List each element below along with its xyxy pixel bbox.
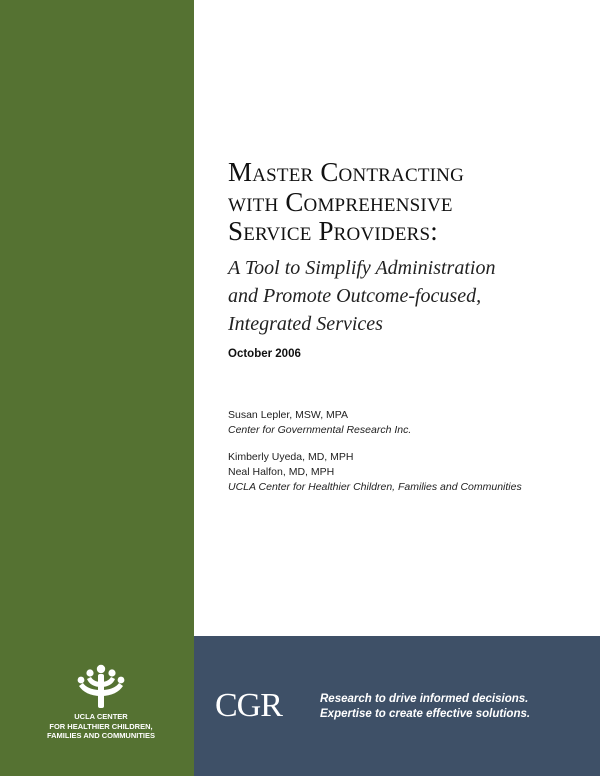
report-subtitle xyxy=(228,254,558,338)
author-name: Susan Lepler, MSW, MPA xyxy=(228,409,349,421)
title-line-3: Service Providers: xyxy=(228,216,438,246)
ucla-line: FAMILIES AND COMMUNITIES xyxy=(46,731,156,740)
cgr-logo: CGR xyxy=(215,687,282,724)
tagline-line: Research to drive informed decisions. xyxy=(320,693,529,705)
author-name: Kimberly Uyeda, MD, MPH xyxy=(228,451,354,463)
title-line-2: with Comprehensive xyxy=(228,186,453,217)
green-sidebar xyxy=(0,0,194,776)
ucla-center-name xyxy=(30,712,172,741)
ucla-line: UCLA CENTER xyxy=(74,712,128,721)
publication-date: October 2006 xyxy=(228,348,301,360)
author-block xyxy=(228,450,588,495)
report-title xyxy=(228,158,558,247)
cgr-tagline xyxy=(320,692,530,722)
author-list xyxy=(228,408,588,507)
subtitle-line-3: Integrated Services xyxy=(228,313,383,335)
subtitle-line-2: and Promote Outcome-focused, xyxy=(228,285,482,307)
people-tree-icon xyxy=(76,664,126,710)
title-line-1: Master Contracting xyxy=(228,157,465,187)
subtitle-line-1: A Tool to Simplify Administration xyxy=(228,257,496,279)
author-name: Neal Halfon, MD, MPH xyxy=(228,466,335,478)
author-affiliation: Center for Governmental Research Inc. xyxy=(228,424,412,436)
author-affiliation: UCLA Center for Healthier Children, Families and Communities xyxy=(228,481,522,493)
ucla-line: FOR HEALTHIER CHILDREN, xyxy=(49,721,153,731)
tagline-line: Expertise to create effective solutions. xyxy=(320,708,531,720)
author-block xyxy=(228,408,588,438)
